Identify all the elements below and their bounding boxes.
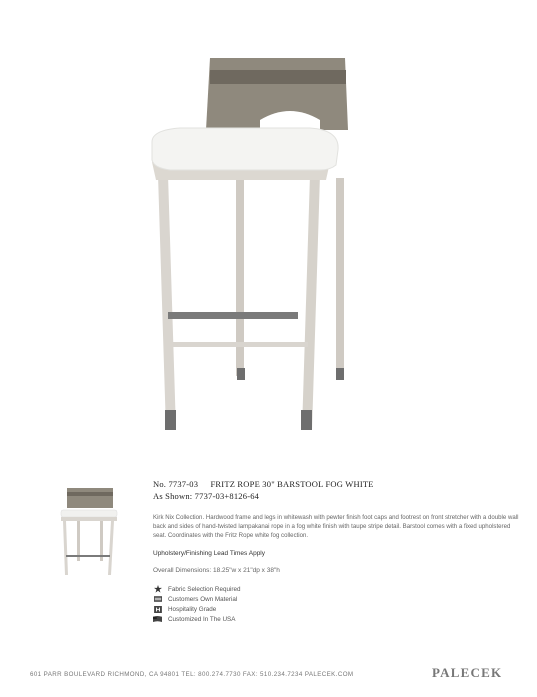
product-title-line (153, 478, 533, 490)
legend-list (153, 584, 533, 624)
legend-item (153, 584, 533, 594)
legend-label: Fabric Selection Required (168, 585, 241, 593)
product-number: No. 7737-03 (153, 479, 199, 489)
overall-dimensions: Overall Dimensions: 18.25"w x 21"dp x 38"h (153, 567, 280, 574)
usa-flag-icon (153, 616, 162, 623)
legend-item (153, 604, 533, 614)
hospitality-h-icon (153, 606, 162, 613)
fabric-swatch-icon (153, 596, 162, 603)
as-shown: As Shown: 7737-03+8126-64 (153, 491, 260, 501)
brand-logo: PALECEK (432, 665, 503, 680)
product-name: FRITZ ROPE 30" BARSTOOL FOG WHITE (210, 479, 374, 489)
footer-address: 601 PARR BOULEVARD RICHMOND, CA 94801 TEL: 800.274.7730 FAX: 510.234.7234 PALECEK.COM (30, 671, 354, 678)
legend-label: Customized In The USA (168, 615, 236, 623)
barstool-hero-image (140, 50, 390, 450)
legend-label: Hospitality Grade (168, 605, 217, 613)
lead-times-note: Upholstery/Finishing Lead Times Apply (153, 550, 266, 557)
legend-item (153, 614, 533, 624)
product-description: Kirk Nix Collection. Hardwood frame and legs in whitewash with pewter finish foot caps and footrest on front stretcher with a double wall back and sides of hand-twisted lampakanai rope in a fog white finish with taupe stripe detail. Barstool comes with a fixed upholstered seat. Coordinates with the Fritz Rope white fog collection. (153, 514, 519, 539)
legend-label: Customers Own Material (168, 595, 238, 603)
barstool-thumbnail-image (55, 480, 125, 580)
legend-item (153, 594, 533, 604)
product-info (153, 478, 533, 624)
star-icon (153, 586, 162, 593)
